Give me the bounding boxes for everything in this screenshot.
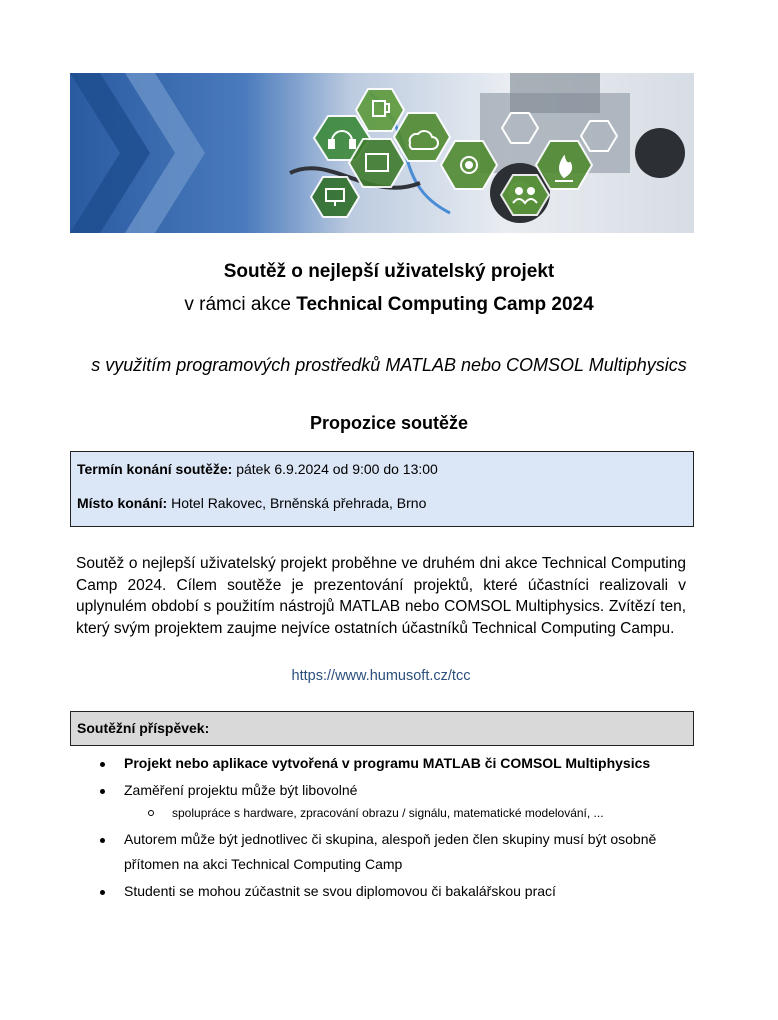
website-link[interactable]: https://www.humusoft.cz/tcc — [291, 668, 471, 684]
bullet-icon — [100, 789, 105, 794]
bullet-icon — [100, 838, 105, 843]
place-label: Místo konání: — [77, 495, 168, 511]
date-label: Termín konání soutěže: — [77, 461, 233, 477]
date-value: pátek 6.9.2024 od 9:00 do 13:00 — [232, 461, 438, 477]
description-paragraph: Soutěž o nejlepší uživatelský projekt proběhne ve druhém dni akce Technical Computing Camp 2024. Cílem soutěže je prezentování projektů, které účastníci realizovali v uplynulém období s použitím nástrojů MATLAB nebo COMSOL Multiphysics. Zvítězí ten, který svým projektem zaujme nejvíce ostatních účastníků Technical Computing Campu. — [76, 555, 686, 637]
date-row — [77, 461, 438, 477]
bullet-icon — [100, 762, 105, 767]
circle-bullet-icon — [148, 810, 154, 816]
info-box — [70, 451, 694, 527]
entry-heading-box — [70, 711, 694, 746]
section-heading: Propozice soutěže — [309, 413, 469, 433]
bullet-icon — [100, 890, 105, 895]
page-title-line2: v rámci akce Technical Computing Camp 2024 — [184, 294, 594, 315]
header-banner-image — [70, 73, 694, 233]
entry-heading: Soutěžní příspěvek: — [77, 720, 210, 736]
page-title: Soutěž o nejlepší uživatelský projekt — [223, 261, 555, 282]
place-row — [77, 495, 426, 511]
place-value: Hotel Rakovec, Brněnská přehrada, Brno — [167, 495, 427, 511]
subtitle: s využitím programových prostředků MATLAB nebo COMSOL Multiphysics — [91, 355, 687, 375]
event-name: Technical Computing Camp 2024 — [296, 294, 594, 315]
